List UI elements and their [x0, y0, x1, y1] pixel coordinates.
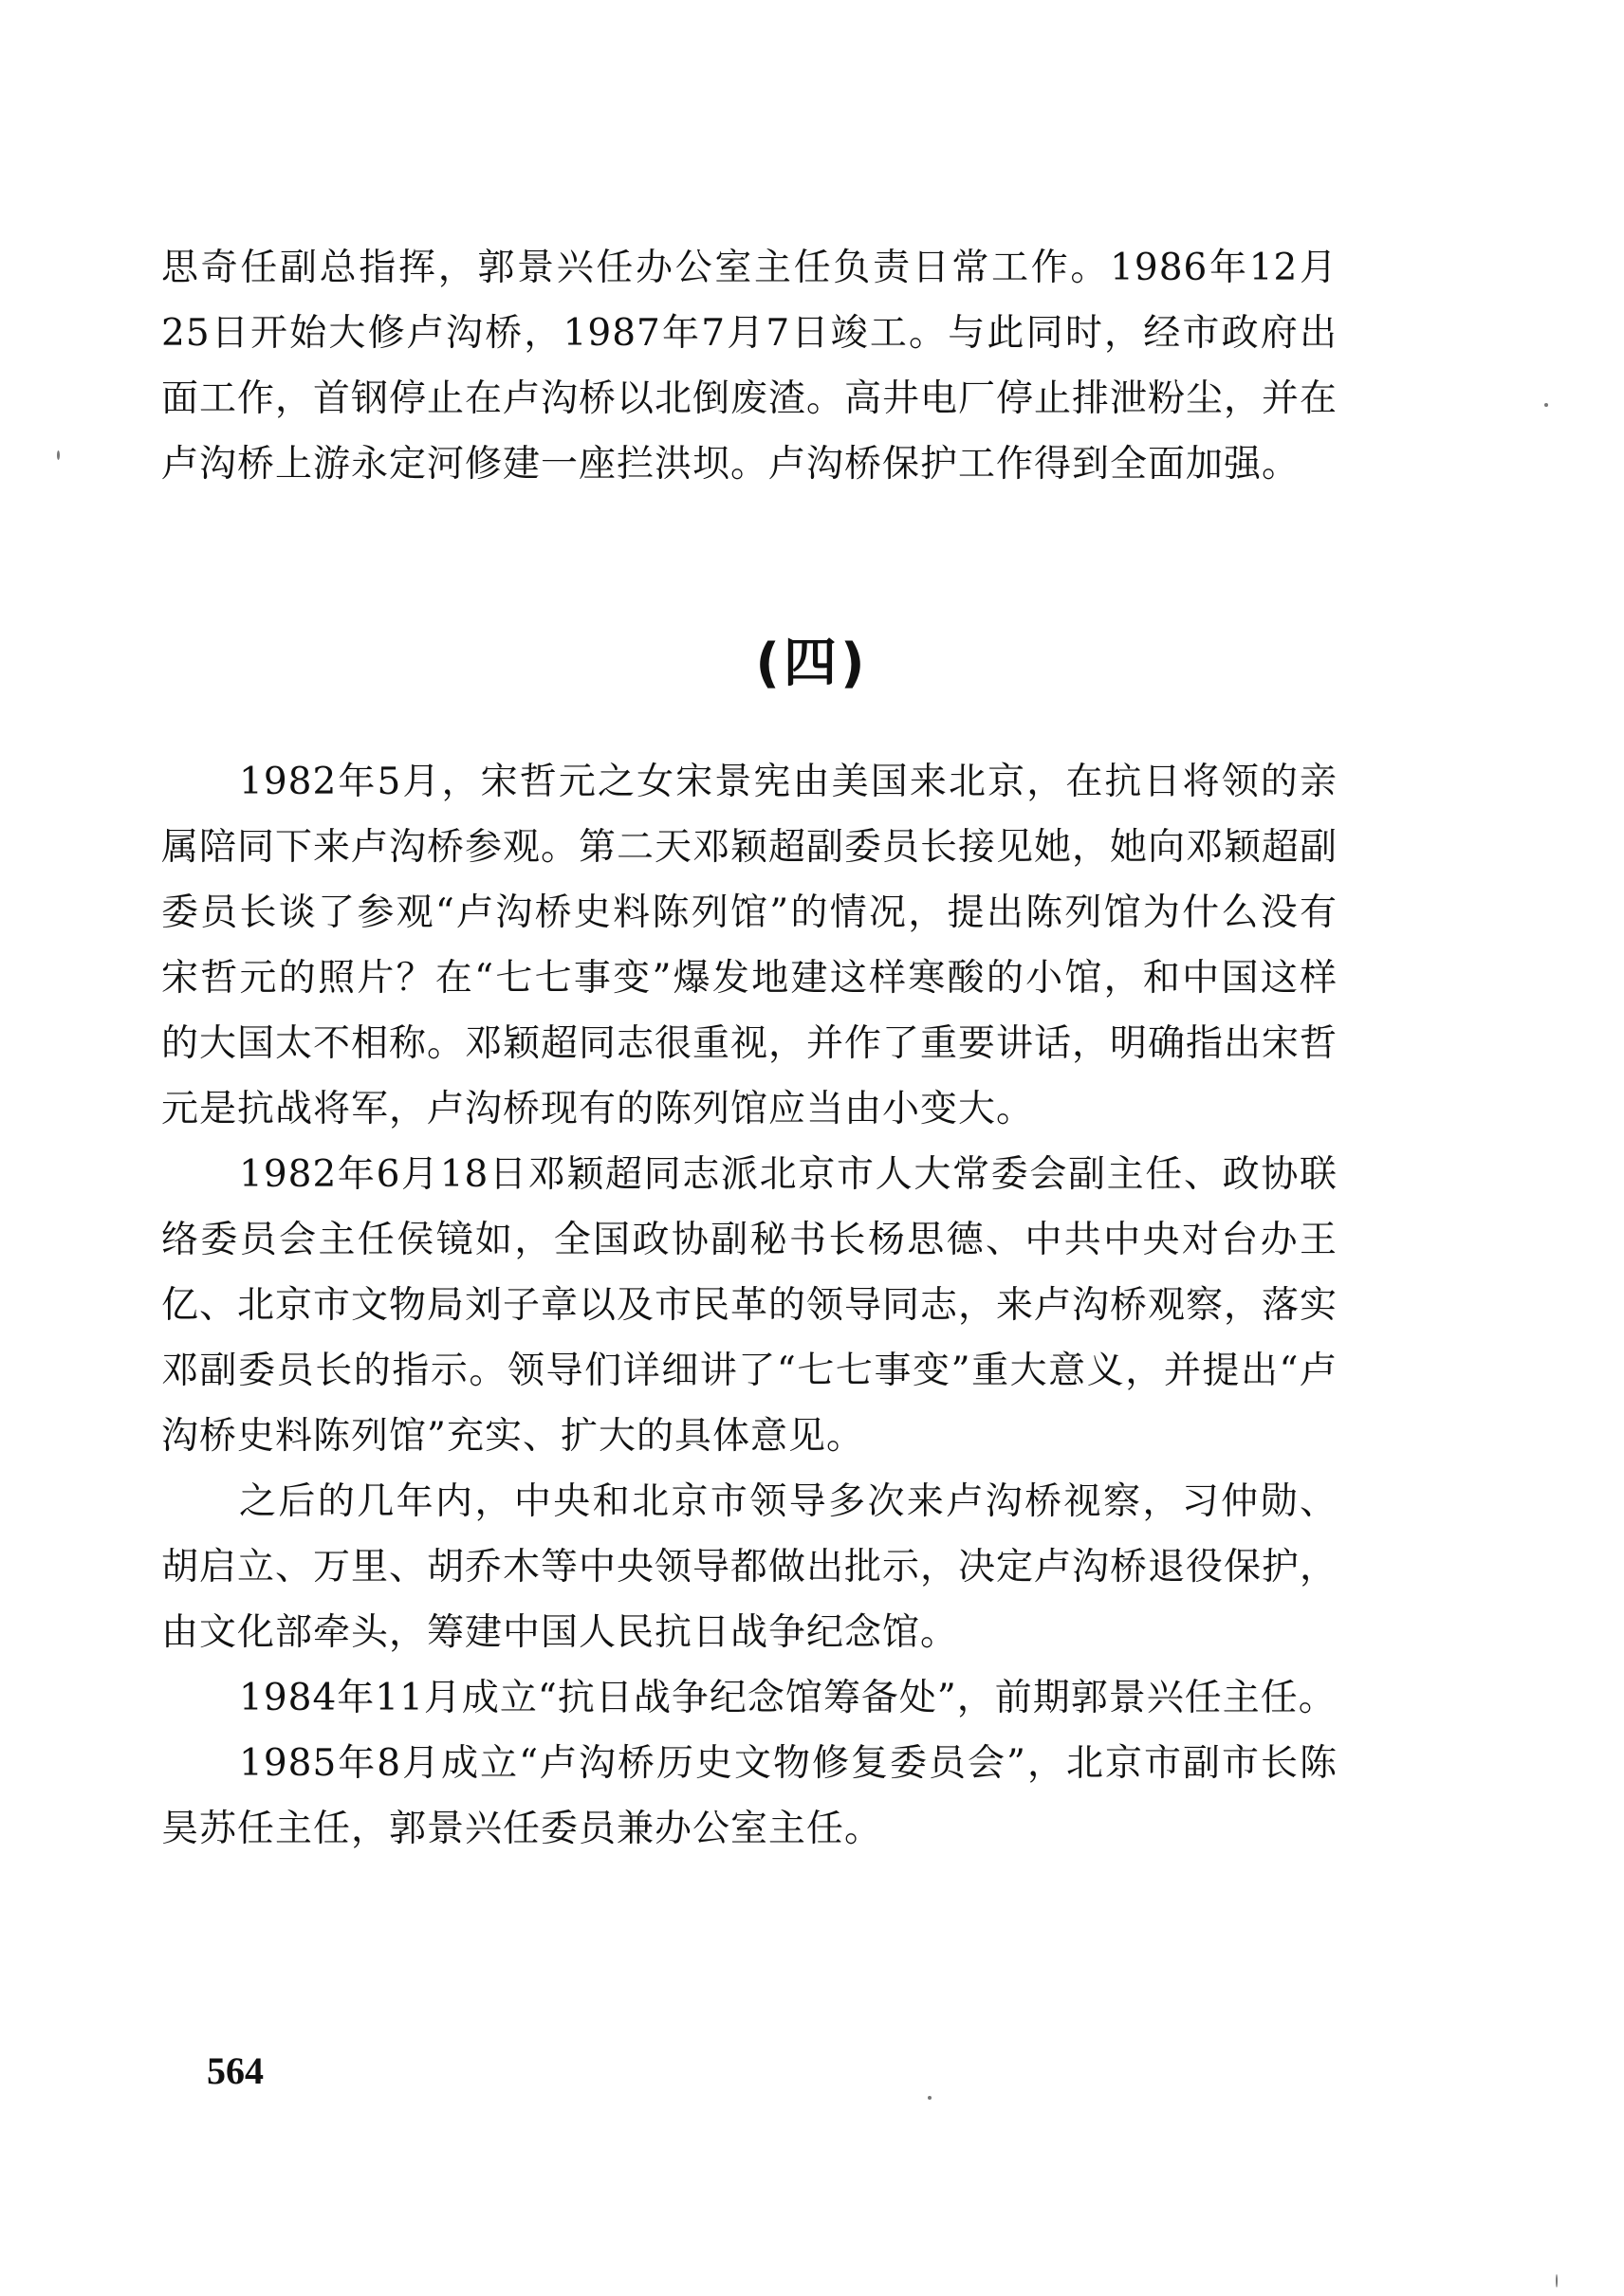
section-heading: (四)	[755, 633, 869, 694]
scan-speck	[928, 2096, 932, 2100]
page-number: 564	[207, 2049, 264, 2092]
paragraph-2: 1982年6月18日邓颖超同志派北京市人大常委会副主任、政协联络委员会主任侯镜如，全国政协副秘书长杨思德、中共中央对台办王亿、北京市文物局刘子章以及市民革的领导同志，来卢沟桥观察，落实邓副委员长的指示。领导们详细讲了“七七事变”重大意义，并提出“卢沟桥史料陈列馆”充实、扩大的具体意见。	[161, 1153, 1338, 1458]
paragraph-4: 1984年11月成立“抗日战争纪念馆筹备处”，前期郭景兴任主任。	[239, 1677, 1337, 1719]
paragraph-3: 之后的几年内，中央和北京市领导多次来卢沟桥视察，习仲勋、胡启立、万里、胡乔木等中央领导都做出批示，决定卢沟桥退役保护，由文化部牵头，筹建中国人民抗日战争纪念馆。	[161, 1480, 1338, 1654]
scan-speck	[57, 450, 60, 460]
scan-speck	[1556, 2274, 1558, 2287]
section-body	[161, 749, 1338, 1862]
scan-speck	[1544, 403, 1548, 407]
continued-paragraph-block	[161, 235, 1338, 497]
paragraph-1: 1982年5月，宋哲元之女宋景宪由美国来北京，在抗日将领的亲属陪同下来卢沟桥参观。第二天邓颖超副委员长接见她，她向邓颖超副委员长谈了参观“卢沟桥史料陈列馆”的情况，提出陈列馆为什么没有宋哲元的照片？在“七七事变”爆发地建这样寒酸的小馆，和中国这样的大国太不相称。邓颖超同志很重视，并作了重要讲话，明确指出宋哲元是抗战将军，卢沟桥现有的陈列馆应当由小变大。	[161, 761, 1338, 1130]
paragraph-5: 1985年8月成立“卢沟桥历史文物修复委员会”，北京市副市长陈昊苏任主任，郭景兴任委员兼办公室主任。	[161, 1742, 1338, 1850]
continued-paragraph: 思奇任副总指挥，郭景兴任办公室主任负责日常工作。1986年12月25日开始大修卢沟桥，1987年7月7日竣工。与此同时，经市政府出面工作，首钢停止在卢沟桥以北倒废渣。高井电厂停止排泄粉尘，并在卢沟桥上游永定河修建一座拦洪坝。卢沟桥保护工作得到全面加强。	[161, 247, 1338, 486]
